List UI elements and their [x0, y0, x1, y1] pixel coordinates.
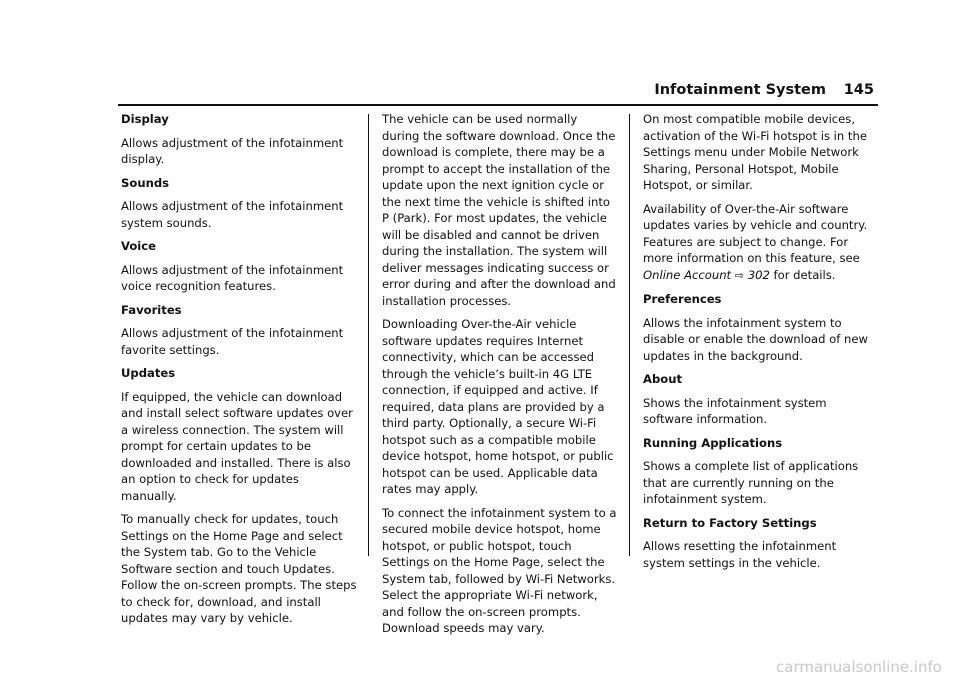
column-2: [382, 111, 618, 644]
availability-paragraph: [643, 201, 879, 285]
hotspot-activation-paragraph: On most compatible mobile devices, activation of the Wi-Fi hotspot is in the Settings menu under Mobile Network Sharing, Personal Hotspot, Mobile Hotspot, or similar.: [643, 112, 867, 192]
sounds-heading: Sounds: [121, 175, 170, 190]
section-title: Infotainment System: [654, 82, 826, 98]
download-paragraph: The vehicle can be used normally during the software download. Once the download is complete, there may be a prompt to accept the installation of the update upon the next ignition cycle or the next time the vehicle is shifted into P (Park). For most updates, the vehicle will be disabled and cannot be driven during the installation. The system will deliver messages indicating success or error during and after the download and installation processes.: [382, 112, 616, 308]
updates-paragraph: If equipped, the vehicle can download and install select software updates over a wireless connection. The system will prompt for certain updates to be downloaded and installed. There is also an option to check for updates manually.: [121, 389, 353, 503]
page-reference-number[interactable]: 302: [747, 267, 770, 282]
hotspot-paragraph: To connect the infotainment system to a secured mobile device hotspot, home hotspot, or public hotspot, touch Settings on the Home Page, select the System tab, followed by Wi-Fi Networks. Select the appropriate Wi-Fi network, and follow the on-screen prompts. Download speeds may vary.: [382, 505, 617, 635]
updates-heading: Updates: [121, 366, 176, 380]
online-account-link[interactable]: Online Account: [643, 267, 732, 282]
watermark: carmanualsonline.info: [776, 658, 942, 676]
sounds-text: Allows adjustment of the infotainment system sounds.: [121, 199, 344, 230]
running-applications-text: Shows a complete list of applications that are currently running on the infotainment system.: [643, 459, 859, 506]
page-number: 145: [843, 82, 874, 98]
about-text: Shows the infotainment system software information.: [643, 395, 827, 426]
preferences-text: Allows the infotainment system to disable or enable the download of new updates in the background.: [643, 315, 868, 363]
factory-settings-text: Allows resetting the infotainment system settings in the vehicle.: [643, 539, 837, 570]
column-3: [643, 111, 879, 578]
display-text: Allows adjustment of the infotainment display.: [121, 135, 344, 166]
voice-text: Allows adjustment of the infotainment voice recognition features.: [121, 262, 344, 293]
availability-text: Availability of Over-the-Air software updates varies by vehicle and country. Features are subject to change. For more information on this feature, see: [643, 201, 868, 265]
column-1: [121, 111, 357, 634]
column-divider: [629, 114, 630, 556]
running-applications-heading: Running Applications: [643, 435, 783, 450]
page-reference-icon: ⇨: [734, 268, 745, 282]
favorites-heading: Favorites: [121, 302, 182, 317]
column-divider: [368, 114, 369, 556]
page-header: [0, 0, 960, 106]
header-rule: [118, 104, 878, 106]
display-heading: Display: [121, 112, 169, 126]
updates-manual-paragraph: To manually check for updates, touch Settings on the Home Page and select the System tab. Go to the Vehicle Software section and touch Updates. Follow the on-screen prompts. The steps to check for, download, and install updates may vary by vehicle.: [121, 512, 357, 625]
voice-heading: Voice: [121, 239, 157, 253]
favorites-text: Allows adjustment of the infotainment favorite settings.: [121, 326, 344, 357]
about-heading: About: [643, 372, 683, 386]
availability-tail: for details.: [769, 267, 836, 282]
factory-settings-heading: Return to Factory Settings: [643, 515, 817, 530]
preferences-heading: Preferences: [643, 292, 722, 306]
connectivity-paragraph: Downloading Over-the-Air vehicle software updates requires Internet connectivity, which can be accessed through the vehicle’s built-in 4G LTE connection, if equipped and active. If required, data plans are provided by a third party. Optionally, a secure Wi-Fi hotspot such as a compatible mobile device hotspot, home hotspot, or public hotspot can be used. Applicable data rates may apply.: [382, 317, 614, 496]
